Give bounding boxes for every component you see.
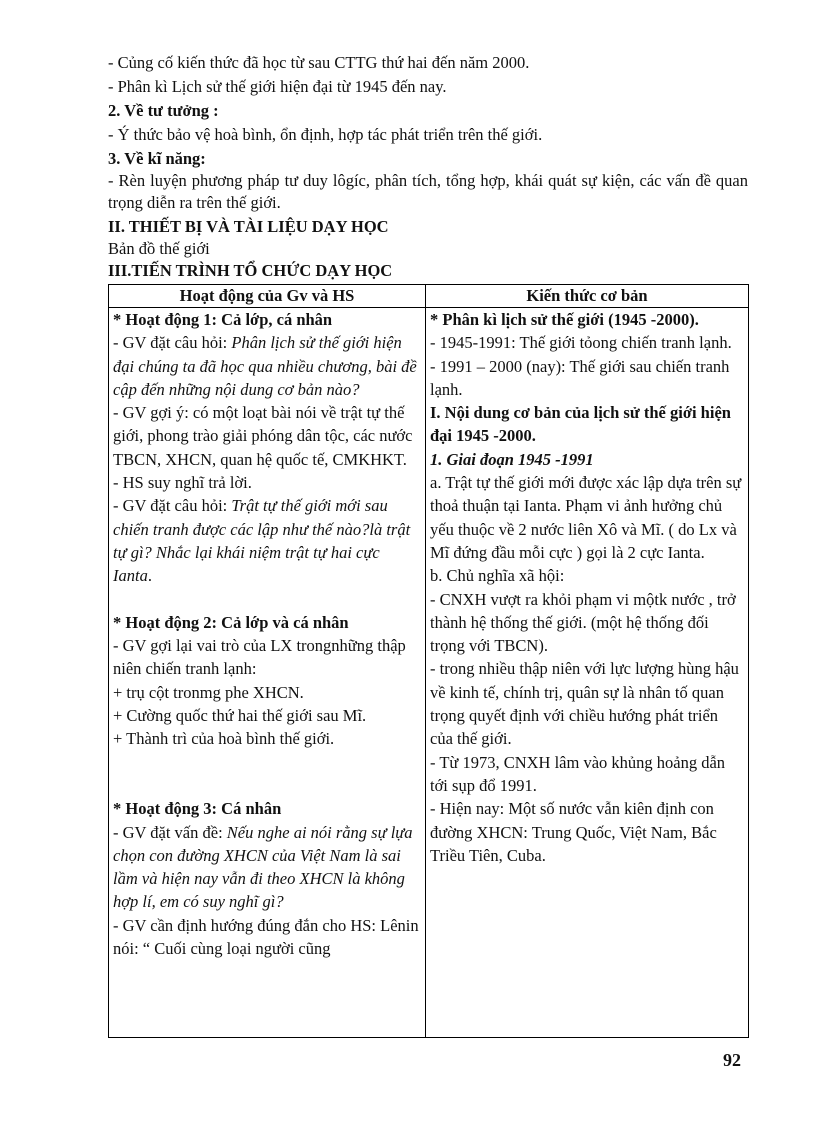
knowledge-point-b: b. Chủ nghĩa xã hội:	[430, 566, 565, 586]
knowledge-point-b2: - trong nhiều thập niên với lực lượng hùng hậu về kinh tế, chính trị, quân sự là nhân tố quan trọng quyết định với chiều hướng phát triển của thế giới.	[430, 659, 739, 749]
activity-3-heading: * Hoạt động 3: Cá nhân	[113, 799, 282, 819]
knowledge-column	[426, 308, 749, 1038]
activity-1-question: - GV đặt câu hỏi: Phân lịch sử thế giới hiện đại chúng ta đã học qua nhiều chương, bài đề cập đến những nội dung cơ bản nào?	[113, 333, 417, 399]
activity-2-point-1: + trụ cột tronmg phe XHCN.	[113, 682, 304, 702]
activity-1-answer: - HS suy nghĩ trả lời.	[113, 473, 252, 493]
lesson-table	[108, 284, 749, 1038]
heading-ve-ki-nang: 3. Về kĩ năng:	[108, 149, 206, 168]
activity-2-heading: * Hoạt động 2: Cả lớp và cá nhân	[113, 612, 349, 632]
knowledge-period-2: - 1991 – 2000 (nay): Thế giới sau chiến tranh lạnh.	[430, 356, 730, 399]
activities-column	[109, 308, 426, 1038]
page-number: 92	[723, 1050, 741, 1070]
knowledge-heading-2: I. Nội dung cơ bản của lịch sử thế giới hiện đại 1945 -2000.	[430, 403, 731, 446]
activity-2-point-3: + Thành trì của hoà bình thế giới.	[113, 729, 335, 749]
col2-header: Kiến thức cơ bản	[426, 285, 749, 308]
intro-line-1: - Củng cố kiến thức đã học từ sau CTTG thứ hai đến năm 2000.	[108, 53, 530, 72]
section-iii-heading: III.TIẾN TRÌNH TỔ CHỨC DẠY HỌC	[108, 261, 393, 280]
activity-2-text: - GV gợi lại vai trò của LX trongnhững thập niên chiến tranh lạnh:	[113, 636, 406, 679]
activity-1-heading: * Hoạt động 1: Cả lớp, cá nhân	[113, 310, 333, 329]
activity-2-point-2: + Cường quốc thứ hai thế giới sau Mĩ.	[113, 706, 367, 726]
heading-ve-tu-tuong: 2. Về tư tưởng :	[108, 101, 219, 120]
activity-3-question: - GV đặt vấn đề: Nếu nghe ai nói rằng sự lựa chọn con đường XHCN của Việt Nam là sai lầm và hiện nay vẫn đi theo XHCN là không hợp lí, em có suy nghĩ gì?	[113, 822, 413, 912]
intro-line-3: - Ý thức bảo vệ hoà bình, ổn định, hợp tác phát triển trên thế giới.	[108, 125, 543, 144]
knowledge-point-b3: - Từ 1973, CNXH lâm vào khủng hoảng dẫn tới sụp đổ 1991.	[430, 752, 726, 795]
knowledge-heading-3: 1. Giai đoạn 1945 -1991	[430, 449, 594, 469]
intro-line-5: Bản đồ thế giới	[108, 239, 210, 258]
activity-1-question-2: - GV đặt câu hỏi: Trật tự thế giới mới sau chiến tranh được các lập như thế nào?là trật tự gì? Nhắc lại khái niệm trật tự hai cực Ianta.	[113, 496, 411, 586]
knowledge-point-b4: - Hiện nay: Một số nước vẫn kiên định con đường XHCN: Trung Quốc, Việt Nam, Bắc Triều Tiên, Cuba.	[430, 799, 717, 865]
activity-1-hint: - GV gợi ý: có một loạt bài nói về trật tự thế giới, phong trào giải phóng dân tộc, các nước TBCN, XHCN, quan hệ quốc tế, CMKHKT.	[113, 403, 413, 469]
knowledge-heading-1: * Phân kì lịch sử thế giới (1945 -2000).	[430, 310, 699, 329]
knowledge-point-b1: - CNXH vượt ra khỏi phạm vi mộtk nước , trở thành hệ thống thế giới. (một hệ thống đối trọng với TBCN).	[430, 589, 736, 656]
col1-header: Hoạt động của Gv và HS	[109, 285, 426, 308]
intro-line-2: - Phân kì Lịch sử thế giới hiện đại từ 1945 đến nay.	[108, 77, 447, 96]
intro-line-4: - Rèn luyện phương pháp tư duy lôgíc, phân tích, tổng hợp, khái quát sự kiện, các vấn đề quan trọng diễn ra trên thế giới.	[108, 171, 748, 212]
knowledge-point-a: a. Trật tự thế giới mới được xác lập dựa trên sự thoả thuận tại Ianta. Phạm vi ảnh hưởng chủ yếu thuộc về 2 nước liên Xô và Mĩ. ( do Lx và Mĩ đứng đầu mỗi cực ) gọi là 2 cực Ianta.	[430, 473, 742, 562]
section-ii-heading: II. THIẾT BỊ VÀ TÀI LIỆU DẠY HỌC	[108, 217, 389, 236]
activity-3-guidance: - GV cần định hướng đúng đắn cho HS: Lênin nói: “ Cuối cùng loại người cũng	[113, 915, 419, 959]
knowledge-period-1: - 1945-1991: Thế giới tỏong chiến tranh lạnh.	[430, 333, 732, 353]
